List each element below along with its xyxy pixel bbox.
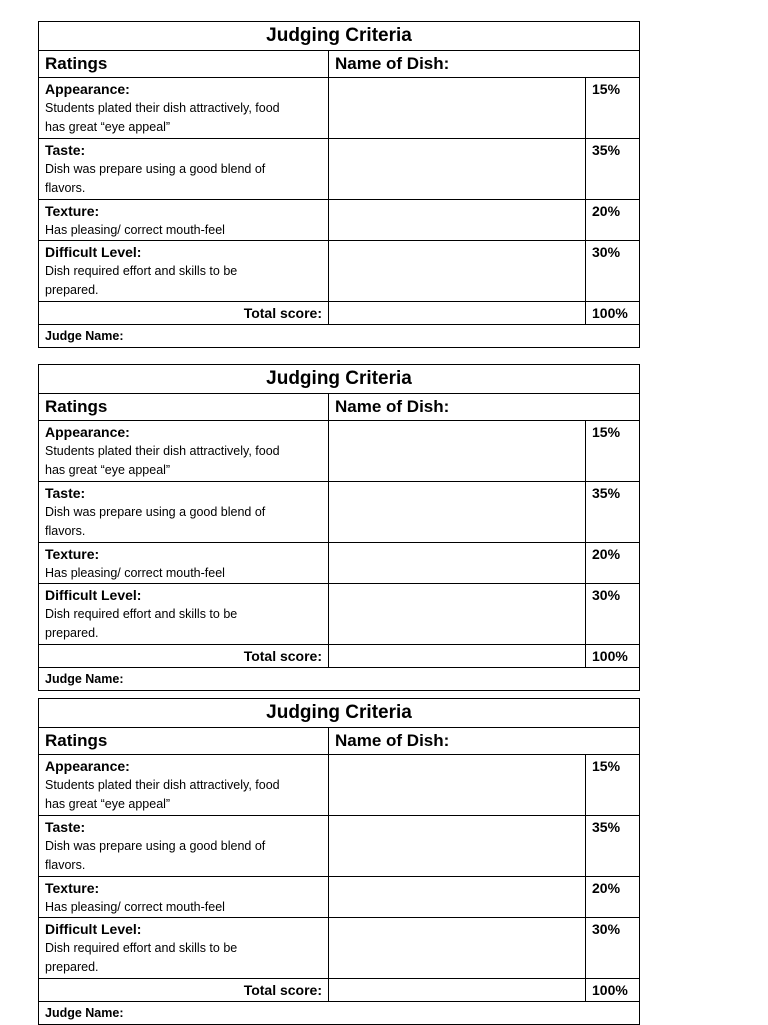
header-row [39,728,639,755]
criterion-row-texture [39,543,639,584]
criterion-desc-line1: Students plated their dish attractively, food [45,778,280,792]
criterion-row-taste [39,482,639,543]
total-score-cell[interactable] [329,979,586,1001]
score-cell[interactable] [329,543,586,583]
score-cell[interactable] [329,421,586,481]
criterion-cell [39,755,329,815]
criterion-row-difficulty [39,918,639,979]
criterion-desc-line1: Dish required effort and skills to be [45,607,238,621]
criterion-name: Taste: [45,485,86,501]
criterion-weight: 35% [592,142,621,158]
score-cell[interactable] [329,200,586,240]
criterion-desc-line2: prepared. [45,283,99,297]
card-title: Judging Criteria [39,365,639,394]
total-weight: 100% [592,648,628,664]
criterion-weight: 15% [592,758,621,774]
criterion-row-appearance [39,78,639,139]
criterion-desc-line2: flavors. [45,524,86,538]
total-weight: 100% [592,982,628,998]
criterion-weight: 30% [592,921,621,937]
score-cell[interactable] [329,584,586,644]
criterion-row-taste [39,816,639,877]
header-row [39,394,639,421]
criterion-row-taste [39,139,639,200]
criterion-row-difficulty [39,584,639,645]
criterion-desc-line1: Has pleasing/ correct mouth-feel [45,900,225,914]
criterion-desc-line1: Students plated their dish attractively, food [45,444,280,458]
criterion-desc-line2: has great “eye appeal” [45,463,171,477]
score-cell[interactable] [329,78,586,138]
card-title: Judging Criteria [39,699,639,728]
total-row [39,302,639,325]
total-weight: 100% [592,305,628,321]
criterion-desc-line1: Dish was prepare using a good blend of [45,162,266,176]
criterion-weight: 20% [592,546,621,562]
criterion-cell [39,139,329,199]
criterion-cell [39,918,329,978]
criterion-row-appearance [39,755,639,816]
criterion-name: Texture: [45,546,100,562]
criterion-desc-line1: Dish required effort and skills to be [45,941,238,955]
criterion-desc-line2: prepared. [45,960,99,974]
header-row [39,51,639,78]
judging-card [38,698,640,1025]
criterion-name: Difficult Level: [45,921,142,937]
score-cell[interactable] [329,482,586,542]
criterion-weight: 35% [592,819,621,835]
criterion-desc-line1: Has pleasing/ correct mouth-feel [45,566,225,580]
total-score-label: Total score: [39,979,329,1001]
total-score-label: Total score: [39,645,329,667]
dish-name-header: Name of Dish: [335,54,450,73]
criterion-desc-line2: prepared. [45,626,99,640]
criterion-name: Difficult Level: [45,244,142,260]
judge-name-label[interactable]: Judge Name: [45,1006,124,1020]
criterion-desc-line2: has great “eye appeal” [45,120,171,134]
judging-card [38,21,640,348]
dish-name-header: Name of Dish: [335,731,450,750]
criterion-cell [39,78,329,138]
total-score-label: Total score: [39,302,329,324]
card-title: Judging Criteria [39,22,639,51]
criterion-name: Taste: [45,142,86,158]
score-cell[interactable] [329,877,586,917]
criterion-desc-line2: has great “eye appeal” [45,797,171,811]
criterion-weight: 30% [592,244,621,260]
total-score-cell[interactable] [329,302,586,324]
criterion-desc-line2: flavors. [45,858,86,872]
ratings-header: Ratings [39,51,329,77]
score-cell[interactable] [329,139,586,199]
criterion-cell [39,421,329,481]
criterion-name: Appearance: [45,758,130,774]
judge-name-label[interactable]: Judge Name: [45,329,124,343]
criterion-name: Appearance: [45,81,130,97]
criterion-desc-line1: Dish was prepare using a good blend of [45,505,266,519]
score-cell[interactable] [329,918,586,978]
criterion-cell [39,241,329,301]
score-cell[interactable] [329,755,586,815]
score-cell[interactable] [329,816,586,876]
criterion-row-texture [39,877,639,918]
criterion-weight: 35% [592,485,621,501]
criterion-name: Taste: [45,819,86,835]
criterion-weight: 30% [592,587,621,603]
criterion-weight: 15% [592,81,621,97]
criterion-weight: 20% [592,203,621,219]
criterion-cell [39,584,329,644]
total-score-cell[interactable] [329,645,586,667]
criterion-cell [39,200,329,240]
criterion-cell [39,482,329,542]
dish-name-header: Name of Dish: [335,397,450,416]
criterion-cell [39,816,329,876]
criterion-weight: 20% [592,880,621,896]
criterion-row-difficulty [39,241,639,302]
criterion-desc-line1: Has pleasing/ correct mouth-feel [45,223,225,237]
criterion-row-appearance [39,421,639,482]
criterion-desc-line1: Students plated their dish attractively, food [45,101,280,115]
judge-name-label[interactable]: Judge Name: [45,672,124,686]
criterion-name: Texture: [45,880,100,896]
ratings-header: Ratings [39,394,329,420]
ratings-header: Ratings [39,728,329,754]
total-row [39,979,639,1002]
criterion-name: Appearance: [45,424,130,440]
criterion-cell [39,877,329,917]
criterion-desc-line1: Dish was prepare using a good blend of [45,839,266,853]
score-cell[interactable] [329,241,586,301]
criterion-cell [39,543,329,583]
criterion-name: Texture: [45,203,100,219]
total-row [39,645,639,668]
criterion-row-texture [39,200,639,241]
criterion-desc-line1: Dish required effort and skills to be [45,264,238,278]
criterion-weight: 15% [592,424,621,440]
judging-card [38,364,640,691]
criterion-desc-line2: flavors. [45,181,86,195]
criterion-name: Difficult Level: [45,587,142,603]
